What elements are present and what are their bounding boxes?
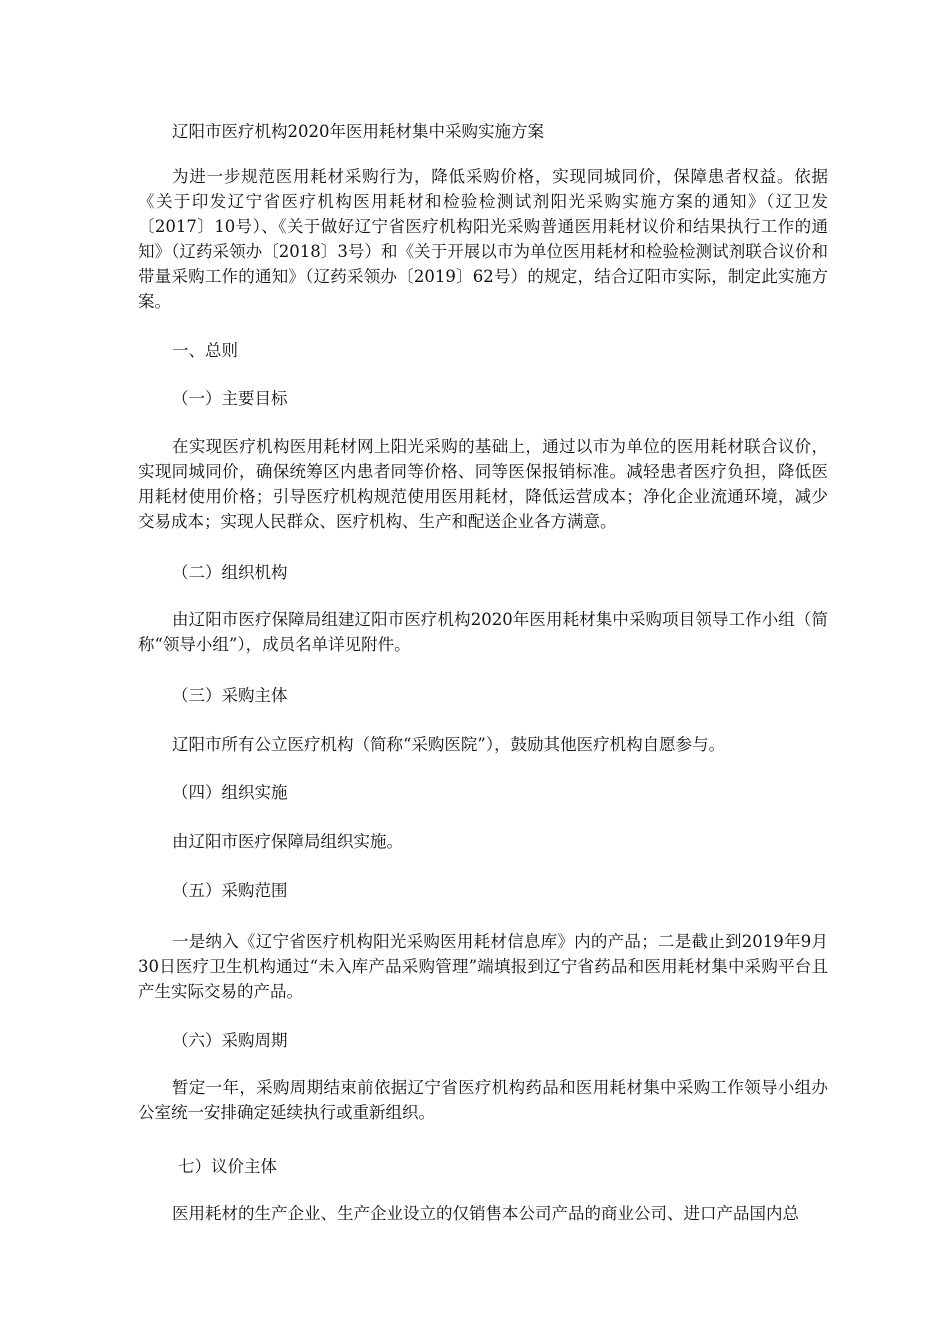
section-heading-general: 一、总则	[172, 341, 238, 360]
subheading-negotiating-party: 七）议价主体	[178, 1157, 277, 1176]
subheading-purchasing-entity: （三）采购主体	[172, 686, 288, 705]
subheading-implementation: （四）组织实施	[172, 783, 288, 802]
subheading-scope: （五）采购范围	[172, 881, 288, 900]
subheading-organization: （二）组织机构	[172, 563, 288, 582]
subheading-main-goals: （一）主要目标	[172, 389, 288, 408]
paragraph-purchasing-entity: 辽阳市所有公立医疗机构（简称“采购医院”），鼓励其他医疗机构自愿参与。	[172, 735, 726, 754]
paragraph-main-goals: 在实现医疗机构医用耗材网上阳光采购的基础上，通过以市为单位的医用耗材联合议价，实现同城同价，确保统筹区内患者同等价格、同等医保报销标准。减轻患者医疗负担，降低医用耗材使用价格；引导医疗机构规范使用医用耗材，降低运营成本；净化企业流通环境，减少交易成本；实现人民群众、医疗机构、生产和配送企业各方满意。	[138, 437, 828, 531]
paragraph-organization: 由辽阳市医疗保障局组建辽阳市医疗机构2020年医用耗材集中采购项目领导工作小组（简称“领导小组”），成员名单详见附件。	[138, 610, 828, 654]
paragraph-implementation: 由辽阳市医疗保障局组织实施。	[172, 832, 403, 851]
paragraph-scope: 一是纳入《辽宁省医疗机构阳光采购医用耗材信息库》内的产品；二是截止到2019年9月30日医疗卫生机构通过“未入库产品采购管理”端填报到辽宁省药品和医用耗材集中采购平台且产生实际交易的产品。	[138, 932, 828, 1001]
subheading-period: （六）采购周期	[172, 1031, 288, 1050]
paragraph-period: 暂定一年，采购周期结束前依据辽宁省医疗机构药品和医用耗材集中采购工作领导小组办公室统一安排确定延续执行或重新组织。	[138, 1078, 828, 1122]
intro-paragraph: 为进一步规范医用耗材采购行为，降低采购价格，实现同城同价，保障患者权益。依据《关于印发辽宁省医疗机构医用耗材和检验检测试剂阳光采购实施方案的通知》（辽卫发〔2017〕10号）、《关于做好辽宁省医疗机构阳光采购普通医用耗材议价和结果执行工作的通知》（辽药采领办〔2018〕3号）和《关于开展以市为单位医用耗材和检验检测试剂联合议价和带量采购工作的通知》（辽药采领办〔2019〕62号）的规定，结合辽阳市实际，制定此实施方案。	[138, 167, 828, 311]
paragraph-negotiating-party: 医用耗材的生产企业、生产企业设立的仅销售本公司产品的商业公司、进口产品国内总	[172, 1204, 799, 1223]
document-title: 辽阳市医疗机构2020年医用耗材集中采购实施方案	[172, 122, 544, 141]
